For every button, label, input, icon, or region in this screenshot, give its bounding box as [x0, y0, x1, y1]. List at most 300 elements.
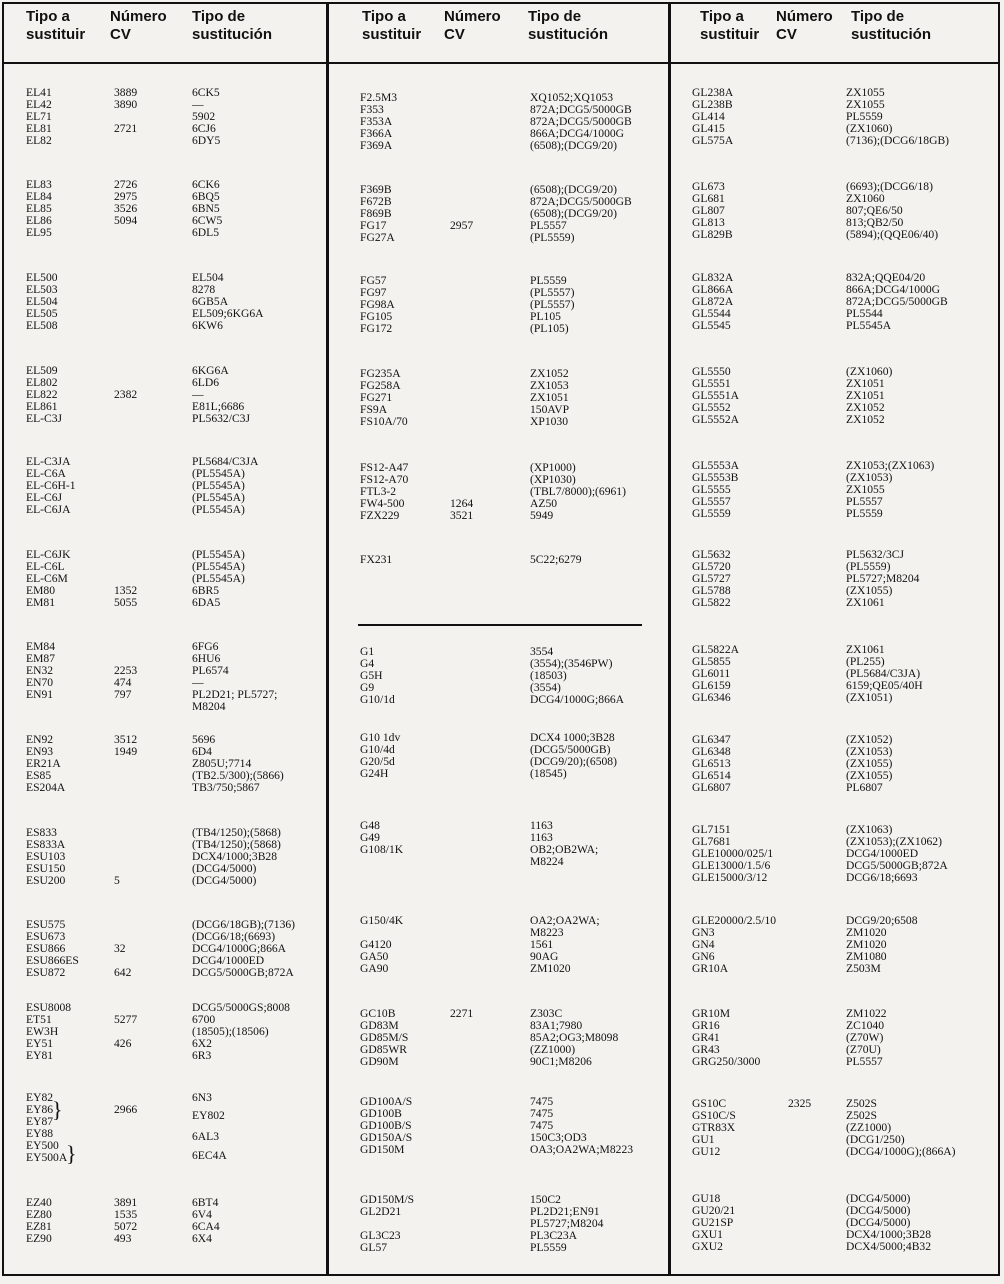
table-row [26, 573, 326, 585]
tipo-cell: EL95 [26, 226, 52, 239]
sustitucion-cell: (ZX1055) [846, 584, 893, 597]
cv-number-cell: 3890 [114, 98, 138, 111]
table-row [692, 824, 992, 836]
table-row [692, 135, 992, 147]
sustitucion-cell: 7475 [530, 1119, 554, 1132]
sustitucion-cell: 807;QE6/50 [846, 204, 903, 217]
sustitucion-cell: 6CJ6 [192, 122, 216, 135]
table-row [692, 308, 992, 320]
sustitucion-cell: (ZX1060) [846, 122, 893, 135]
sustitucion-cell: (ZZ1000) [846, 1121, 892, 1134]
tipo-cell: G10/1d [360, 693, 395, 706]
table-row [360, 287, 660, 299]
tipo-cell: GR43 [692, 1043, 720, 1056]
tipo-cell: EL504 [26, 295, 58, 308]
tipo-cell: ESU8008 [26, 1001, 72, 1014]
sustitucion-cell: (PL5559) [530, 231, 575, 244]
tipo-cell: GL813 [692, 216, 725, 229]
sustitucion-cell: M8223 [530, 926, 564, 939]
sustitucion-cell: 6X2 [192, 1037, 212, 1050]
sustitucion-cell: ZX1055 [846, 86, 885, 99]
table-row [26, 839, 326, 851]
tipo-cell: GL872A [692, 295, 734, 308]
entry-group [26, 272, 326, 332]
sustitucion-cell: Z303C [530, 1007, 563, 1020]
table-row [692, 217, 992, 229]
sustitucion-cell: PL5727;M8204 [530, 1217, 604, 1230]
table-row [360, 844, 660, 856]
sustitucion-cell: 872A;DCG5/5000GB [846, 295, 948, 308]
sustitucion-cell: 6GB5A [192, 295, 229, 308]
tipo-cell: GL673 [692, 180, 725, 193]
table-row [26, 413, 326, 425]
table-row [360, 1218, 660, 1230]
tipo-cell: GR16 [692, 1019, 720, 1032]
tipo-cell: G4120 [360, 938, 392, 951]
sustitucion-cell: 6V4 [192, 1208, 212, 1221]
cv-number-cell: 1264 [450, 497, 474, 510]
sustitucion-cell: (18505);(18506) [192, 1025, 269, 1038]
table-row [360, 232, 660, 244]
tipo-cell: G48 [360, 819, 380, 832]
entry-group [692, 824, 992, 884]
table-row [360, 275, 660, 287]
entry-group [692, 915, 992, 975]
sustitucion-cell: 150AVP [530, 403, 570, 416]
sustitucion-cell: 5C22;6279 [530, 553, 582, 566]
tipo-cell: GL5553B [692, 471, 739, 484]
cv-number-cell: 2721 [114, 122, 138, 135]
entry-group [692, 181, 992, 241]
table-row [26, 919, 326, 931]
entry-group [692, 366, 992, 426]
tipo-cell: GL5552A [692, 413, 740, 426]
tipo-cell: G150/4K [360, 914, 404, 927]
table-row [692, 770, 992, 782]
sustitucion-cell: (DCG4/5000) [846, 1192, 911, 1205]
tipo-cell: GL238B [692, 98, 733, 111]
entry-group [26, 827, 326, 887]
table-row [26, 492, 326, 504]
tipo-cell: GL681 [692, 192, 725, 205]
tipo-cell: EL83 [26, 178, 52, 191]
table-row [26, 365, 326, 377]
table-row [26, 967, 326, 979]
sustitucion-cell: 6CW5 [192, 214, 223, 227]
col2-header-tipo: Tipo a sustituir [362, 8, 422, 43]
tipo-cell: GR10A [692, 962, 729, 975]
table-row [360, 756, 660, 768]
table-row [692, 1229, 992, 1241]
table-row [360, 416, 660, 428]
tipo-cell: G10/4d [360, 743, 395, 756]
tipo-cell: GU18 [692, 1192, 721, 1205]
sustitucion-cell: (TB4/1250);(5868) [192, 838, 281, 851]
tipo-cell: EL505 [26, 307, 58, 320]
tipo-cell: EY86 [26, 1103, 54, 1116]
entry-group [360, 646, 660, 706]
cv-number-cell: 3891 [114, 1196, 138, 1209]
cv-number-cell: 2325 [788, 1097, 812, 1110]
sustitucion-cell: 813;QB2/50 [846, 216, 904, 229]
table-row [360, 939, 660, 951]
tipo-cell: EZ80 [26, 1208, 52, 1221]
tipo-cell: G108/1K [360, 843, 404, 856]
sustitucion-cell: DCX4/1000;3B28 [846, 1228, 932, 1241]
sustitucion-cell: DCG5/5000GB;872A [846, 859, 948, 872]
entry-group [360, 368, 660, 428]
table-row [26, 701, 326, 713]
tipo-cell: GL7151 [692, 823, 731, 836]
sustitucion-cell: DCX4 1000;3B28 [530, 731, 615, 744]
tipo-cell: FG97 [360, 286, 387, 299]
col1-header-tipo: Tipo a sustituir [26, 8, 86, 43]
table-row [692, 1217, 992, 1229]
tipo-cell: ET51 [26, 1013, 52, 1026]
sustitucion-cell: (DCG6/18GB);(7136) [192, 918, 296, 931]
sustitucion-cell: 7475 [530, 1095, 554, 1108]
sustitucion-cell: (XP1000) [530, 461, 576, 474]
tipo-cell: GL5551 [692, 377, 731, 390]
tipo-cell: EL86 [26, 214, 52, 227]
table-row [26, 401, 326, 413]
table-row [692, 951, 992, 963]
cv-number-cell: 1535 [114, 1208, 138, 1221]
cv-number-cell: 2726 [114, 178, 138, 191]
sustitucion-cell: (ZX1060) [846, 365, 893, 378]
table-row [692, 939, 992, 951]
tipo-cell: GL866A [692, 283, 734, 296]
table-row [360, 951, 660, 963]
tipo-cell: GLE20000/2.5/10 [692, 914, 777, 927]
sustitucion-cell: (PL255) [846, 655, 885, 668]
col3-header-tipo: Tipo a sustituir [700, 8, 760, 43]
table-row [360, 299, 660, 311]
tipo-cell: EL71 [26, 110, 52, 123]
tipo-cell: ESU866 [26, 942, 66, 955]
sustitucion-cell: 6BR5 [192, 584, 220, 597]
tipo-cell: EL822 [26, 388, 58, 401]
tipo-cell: EZ90 [26, 1232, 52, 1245]
sustitucion-cell: 832A;QQE04/20 [846, 271, 926, 284]
tipo-cell: GL6347 [692, 733, 731, 746]
cv-number-cell: 2966 [114, 1103, 138, 1116]
sustitucion-cell: (Z70W) [846, 1031, 884, 1044]
cv-number-cell: 5277 [114, 1013, 138, 1026]
cv-number-cell: 797 [114, 688, 132, 701]
entry-group [692, 272, 992, 332]
sustitucion-cell: PL5559 [846, 507, 883, 520]
table-row [692, 746, 992, 758]
sustitucion-cell: (PL5545A) [192, 491, 245, 504]
sustitucion-cell: (XP1030) [530, 473, 576, 486]
table-row [26, 203, 326, 215]
table-row [360, 311, 660, 323]
tipo-cell: FG271 [360, 391, 393, 404]
sustitucion-cell: 6FG6 [192, 640, 219, 653]
sustitucion-cell: PL5684/C3JA [192, 455, 259, 468]
table-row [360, 368, 660, 380]
tipo-cell: GLE15000/3/12 [692, 871, 768, 884]
sustitucion-cell: (DCG4/1000G);(866A) [846, 1145, 956, 1158]
tipo-cell: EL81 [26, 122, 52, 135]
sustitucion-cell: (ZX1051) [846, 691, 893, 704]
sustitucion-cell: DCG6/18;6693 [846, 871, 918, 884]
tipo-cell: G1 [360, 645, 375, 658]
sustitucion-cell: (PL5545A) [192, 503, 245, 516]
entry-group [692, 644, 992, 704]
sustitucion-cell: (PL5557) [530, 298, 575, 311]
entry-group [692, 549, 992, 609]
tipo-cell: ES833 [26, 826, 57, 839]
tipo-cell: EY500 [26, 1139, 59, 1152]
tipo-cell: EM87 [26, 652, 55, 665]
table-row [692, 193, 992, 205]
table-row [692, 782, 992, 794]
tipo-cell: GLE10000/025/1 [692, 847, 774, 860]
sustitucion-cell: ZM1080 [846, 950, 887, 963]
sustitucion-cell: 83A1;7980 [530, 1019, 583, 1032]
tipo-cell: EY51 [26, 1037, 54, 1050]
table-row [26, 1002, 326, 1014]
tipo-cell: G10 1dv [360, 731, 401, 744]
table-row [360, 1056, 660, 1068]
sustitucion-cell: 7475 [530, 1107, 554, 1120]
cv-number-cell: 3521 [450, 509, 474, 522]
table-row [692, 205, 992, 217]
tipo-cell: GL6159 [692, 679, 731, 692]
ey-sust-entry: EY802 [192, 1109, 225, 1122]
sustitucion-cell: ZX1053 [530, 379, 569, 392]
tipo-cell: G5H [360, 669, 383, 682]
tipo-cell: GL57 [360, 1241, 388, 1254]
table-row [26, 1038, 326, 1050]
sustitucion-cell: PL5727;M8204 [846, 572, 920, 585]
sustitucion-cell: Z502S [846, 1109, 877, 1122]
table-row [26, 641, 326, 653]
tipo-cell: EL-C6JA [26, 503, 71, 516]
sustitucion-cell: (PL5545A) [192, 572, 245, 585]
header-rule-1 [4, 62, 326, 64]
table-row [26, 770, 326, 782]
entry-group [692, 87, 992, 147]
tipo-cell: GL5720 [692, 560, 731, 573]
cv-number-cell: 5055 [114, 596, 138, 609]
col1-header-sust: Tipo de sustitución [192, 8, 273, 43]
ey-sust-entry: 6EC4A [192, 1149, 227, 1162]
tipo-cell: FS9A [360, 403, 388, 416]
sustitucion-cell: (PL105) [530, 322, 569, 335]
ey-sust-entry: 6AL3 [192, 1130, 220, 1143]
sustitucion-cell: Z503M [846, 962, 881, 975]
tipo-cell: ESU575 [26, 918, 66, 931]
sustitucion-cell: PL5632/C3J [192, 412, 250, 425]
tipo-cell: ESU150 [26, 862, 66, 875]
table-row [360, 554, 660, 566]
sustitucion-cell: EL509;6KG6A [192, 307, 264, 320]
sustitucion-cell: ZX1051 [846, 377, 885, 390]
tipo-cell: EM81 [26, 596, 55, 609]
tipo-cell: GL5557 [692, 495, 731, 508]
table-row [26, 827, 326, 839]
tipo-cell: GTR83X [692, 1121, 736, 1134]
table-row [360, 220, 660, 232]
entry-group [692, 1193, 992, 1253]
sustitucion-cell: ZX1052 [846, 413, 885, 426]
tipo-cell: GL2D21 [360, 1205, 402, 1218]
table-row [26, 320, 326, 332]
sustitucion-cell: 872A;DCG5/5000GB [530, 115, 632, 128]
sustitucion-cell: Z502S [846, 1097, 877, 1110]
tipo-cell: ER21A [26, 757, 61, 770]
sustitucion-cell: 6LD6 [192, 376, 220, 389]
table-row [360, 694, 660, 706]
sustitucion-cell: (ZX1052) [846, 733, 893, 746]
tipo-cell: EN93 [26, 745, 54, 758]
sustitucion-cell: XP1030 [530, 415, 569, 428]
tipo-cell: EL-C3JA [26, 455, 71, 468]
tipo-cell: EL-C6L [26, 560, 65, 573]
sustitucion-cell: (ZX1053) [846, 745, 893, 758]
tipo-cell: EL500 [26, 271, 58, 284]
tipo-cell: GS10C/S [692, 1109, 736, 1122]
tipo-cell: GL238A [692, 86, 734, 99]
tipo-cell: GL5559 [692, 507, 731, 520]
table-row [26, 1026, 326, 1038]
header-rule-3 [671, 62, 998, 64]
tipo-cell: ESU673 [26, 930, 66, 943]
cv-number-cell: 493 [114, 1232, 132, 1245]
sustitucion-cell: PL5544 [846, 307, 883, 320]
table-row [692, 320, 992, 332]
entry-group [26, 549, 326, 609]
table-row [26, 456, 326, 468]
table-row [692, 668, 992, 680]
sustitucion-cell: M8204 [192, 700, 226, 713]
tipo-cell: EM84 [26, 640, 55, 653]
tipo-cell: EY500A [26, 1151, 68, 1164]
sustitucion-cell: 6CA4 [192, 1220, 220, 1233]
table-row [26, 99, 326, 111]
sustitucion-cell: — [192, 676, 204, 689]
sustitucion-cell: ZX1051 [530, 391, 569, 404]
tipo-cell: FG27A [360, 231, 395, 244]
cv-number-cell: 5094 [114, 214, 138, 227]
sustitucion-cell: 8278 [192, 283, 216, 296]
sustitucion-cell: PL5632/3CJ [846, 548, 904, 561]
tipo-cell: GL415 [692, 122, 725, 135]
sustitucion-cell: (7136);(DCG6/18GB) [846, 134, 950, 147]
tipo-cell: EW3H [26, 1025, 59, 1038]
sustitucion-cell: (TB2.5/300);(5866) [192, 769, 284, 782]
tipo-cell: EL508 [26, 319, 58, 332]
table-row [692, 915, 992, 927]
tipo-cell: GN3 [692, 926, 715, 939]
tipo-cell: GU12 [692, 1145, 721, 1158]
table-row [360, 1194, 660, 1206]
tipo-cell: ES204A [26, 781, 66, 794]
table-row [692, 87, 992, 99]
sustitucion-cell: ZM1022 [846, 1007, 887, 1020]
sustitucion-cell: OA3;OA2WA;M8223 [530, 1143, 634, 1156]
sustitucion-cell: PL2D21; PL5727; [192, 688, 278, 701]
sustitucion-cell: 6DY5 [192, 134, 221, 147]
tipo-cell: GL414 [692, 110, 725, 123]
sustitucion-cell: 1163 [530, 819, 553, 832]
table-row [692, 99, 992, 111]
sustitucion-cell: 6KW6 [192, 319, 223, 332]
entry-group [26, 87, 326, 147]
sustitucion-cell: 6BT4 [192, 1196, 219, 1209]
tipo-cell: GL5822A [692, 643, 740, 656]
tipo-cell: GL575A [692, 134, 734, 147]
table-row [692, 585, 992, 597]
cv-number-cell: 3526 [114, 202, 138, 215]
sustitucion-cell: (DCG4/5000) [846, 1216, 911, 1229]
entry-group [360, 820, 660, 868]
sustitucion-cell: 866A;DCG4/1000G [846, 283, 941, 296]
sustitucion-cell: DCG4/1000G;866A [192, 942, 287, 955]
sustitucion-cell: DCG4/1000G;866A [530, 693, 625, 706]
sustitucion-cell: DCG5/5000GB;872A [192, 966, 294, 979]
sustitucion-cell: PL5557 [846, 1055, 883, 1068]
table-row [360, 768, 660, 780]
table-row [692, 1098, 992, 1110]
tipo-cell: GR10M [692, 1007, 731, 1020]
section-separator-line [358, 624, 642, 626]
table-row [360, 658, 660, 670]
tipo-cell: FW4-500 [360, 497, 405, 510]
sustitucion-cell: 6R3 [192, 1049, 212, 1062]
entry-group [692, 460, 992, 520]
table-row [360, 140, 660, 152]
sustitucion-cell: 866A;DCG4/1000G [530, 127, 625, 140]
sustitucion-cell: (PL5684/C3JA) [846, 667, 921, 680]
entry-group [360, 1194, 660, 1254]
table-row [692, 472, 992, 484]
tipo-cell: GLE13000/1.5/6 [692, 859, 771, 872]
sustitucion-cell: 6CK5 [192, 86, 220, 99]
tipo-cell: EL-C6M [26, 572, 68, 585]
table-row [360, 380, 660, 392]
table-row [26, 597, 326, 609]
sustitucion-cell: 150C3;OD3 [530, 1131, 587, 1144]
entry-group [26, 179, 326, 239]
sustitucion-cell: 90AG [530, 950, 559, 963]
cv-number-cell: 474 [114, 676, 132, 689]
table-row [692, 390, 992, 402]
tipo-cell: GL832A [692, 271, 734, 284]
table-row [692, 597, 992, 609]
sustitucion-cell: ZM1020 [530, 962, 571, 975]
sustitucion-cell: AZ50 [530, 497, 558, 510]
sustitucion-cell: (ZX1055) [846, 769, 893, 782]
tipo-cell: EL42 [26, 98, 52, 111]
sustitucion-cell: ZX1055 [846, 483, 885, 496]
sustitucion-cell: DCG4/1000ED [846, 847, 919, 860]
table-row [360, 646, 660, 658]
tipo-cell: F353 [360, 103, 384, 116]
tipo-cell: G20/5d [360, 755, 395, 768]
cv-number-cell: 642 [114, 966, 132, 979]
table-row [692, 549, 992, 561]
sustitucion-cell: ZX1052 [530, 367, 569, 380]
tipo-cell: EY81 [26, 1049, 54, 1062]
table-row [26, 191, 326, 203]
table-row [26, 1197, 326, 1209]
table-row [26, 665, 326, 677]
tipo-cell: EY88 [26, 1127, 54, 1140]
